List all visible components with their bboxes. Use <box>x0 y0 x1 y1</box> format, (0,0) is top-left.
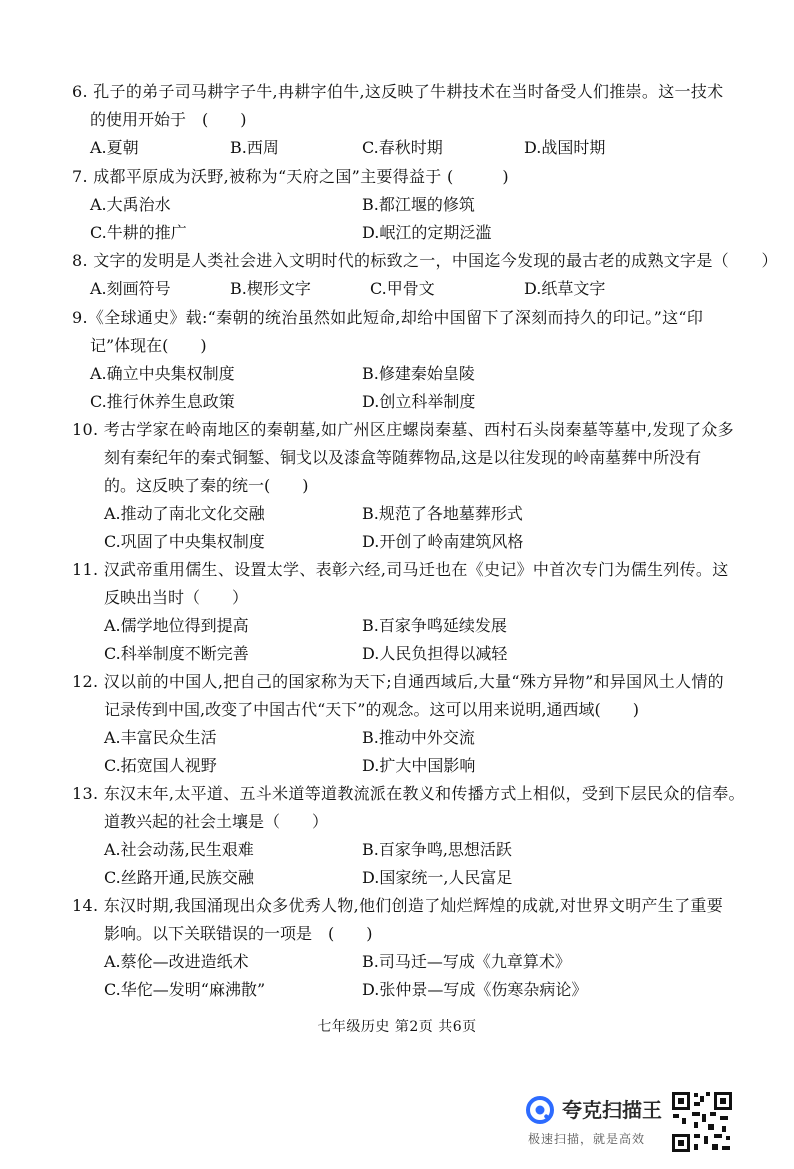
question-10-line-1: 10. 考古学家在岭南地区的秦朝墓,如广州区庄螺岗秦墓、西村石头岗秦墓等墓中,发现了众多 <box>72 420 734 439</box>
question-6-line-2: 的使用开始于 ( ) <box>90 110 247 129</box>
question-14-option-c: C.华佗—发明“麻沸散” <box>104 980 266 999</box>
question-6-line-1: 6. 孔子的弟子司马耕字子牛,冉耕字伯牛,这反映了牛耕技术在当时备受人们推崇。这一技术 <box>72 82 724 101</box>
question-14-option-a: A.蔡伦—改进造纸术 <box>104 952 249 971</box>
question-11-option-b: B.百家争鸣延续发展 <box>362 616 507 635</box>
question-9-line-2: 记”体现在( ) <box>90 336 207 355</box>
question-11-option-a: A.儒学地位得到提高 <box>104 616 249 635</box>
question-9-option-c: C.推行休养生息政策 <box>90 392 235 411</box>
question-10-option-c: C.巩固了中央集权制度 <box>104 532 265 551</box>
question-7-option-c: C.牛耕的推广 <box>90 223 187 242</box>
question-8-option-d: D.纸草文字 <box>524 279 606 298</box>
question-10-line-2: 刻有秦纪年的秦式铜錾、铜戈以及漆盒等随葬物品,这是以往发现的岭南墓葬中所没有 <box>104 448 702 467</box>
quark-logo-icon <box>526 1096 554 1124</box>
question-12-option-b: B.推动中外交流 <box>362 728 475 747</box>
question-11-line-1: 11. 汉武帝重用儒生、设置太学、表彰六经,司马迁也在《史记》中首次专门为儒生列传。这 <box>72 560 729 579</box>
question-12-option-d: D.扩大中国影响 <box>362 756 476 775</box>
question-8-option-a: A.刻画符号 <box>90 279 171 298</box>
question-8-line-1: 8. 文字的发明是人类社会进入文明时代的标致之一，中国迄今发现的最古老的成熟文字是（ ） <box>72 251 778 270</box>
question-6-option-d: D.战国时期 <box>524 138 606 157</box>
question-14-line-1: 14. 东汉时期,我国涌现出众多优秀人物,他们创造了灿烂辉煌的成就,对世界文明产生了重要 <box>72 896 723 915</box>
question-14-option-b: B.司马迁—写成《九章算术》 <box>362 952 571 971</box>
question-14-option-d: D.张仲景—写成《伤寒杂病论》 <box>362 980 588 999</box>
question-13-option-b: B.百家争鸣,思想活跃 <box>362 840 512 859</box>
question-11-line-2: 反映出当时（ ） <box>104 588 249 607</box>
question-12-option-a: A.丰富民众生活 <box>104 728 217 747</box>
question-9-option-d: D.创立科举制度 <box>362 392 476 411</box>
question-13-line-2: 道教兴起的社会土壤是（ ） <box>104 812 329 831</box>
question-7-option-d: D.岷江的定期泛滥 <box>362 223 492 242</box>
question-14-line-2: 影响。以下关联错误的一项是 ( ) <box>104 924 373 943</box>
question-7-option-b: B.都江堰的修筑 <box>362 195 475 214</box>
question-11-option-c: C.科举制度不断完善 <box>104 644 249 663</box>
question-10-line-3: 的。这反映了秦的统一( ) <box>104 476 309 495</box>
question-7-line-1: 7. 成都平原成为沃野,被称为“天府之国”主要得益于 ( ) <box>72 167 509 186</box>
question-9-option-a: A.确立中央集权制度 <box>90 364 235 383</box>
page-footer: 七年级历史 第2页 共6页 <box>317 1019 477 1035</box>
scanner-brand-name: 夸克扫描王 <box>562 1098 662 1122</box>
scanner-slogan: 极速扫描，就是高效 <box>528 1132 646 1146</box>
question-6-option-b: B.西周 <box>230 138 279 157</box>
question-10-option-a: A.推动了南北文化交融 <box>104 504 265 523</box>
question-11-option-d: D.人民负担得以减轻 <box>362 644 508 663</box>
question-10-option-d: D.开创了岭南建筑风格 <box>362 532 524 551</box>
question-12-line-1: 12. 汉以前的中国人,把自己的国家称为天下;自通西域后,大量“殊方异物”和异国风土人情的 <box>72 672 724 691</box>
question-8-option-b: B.楔形文字 <box>230 279 311 298</box>
question-6-option-a: A.夏朝 <box>90 138 139 157</box>
scanner-watermark <box>526 1092 666 1152</box>
question-7-option-a: A.大禹治水 <box>90 195 171 214</box>
question-9-option-b: B.修建秦始皇陵 <box>362 364 475 383</box>
question-12-option-c: C.拓宽国人视野 <box>104 756 217 775</box>
question-13-option-c: C.丝路开通,民族交融 <box>104 868 254 887</box>
question-12-line-2: 记录传到中国,改变了中国古代“天下”的观念。这可以用来说明,通西域( ) <box>104 700 640 719</box>
question-6-option-c: C.春秋时期 <box>362 138 443 157</box>
question-13-line-1: 13. 东汉末年,太平道、五斗米道等道教流派在教义和传播方式上相似，受到下层民众的信奉。 <box>72 784 745 803</box>
question-9-line-1: 9.《全球通史》载:“秦朝的统治虽然如此短命,却给中国留下了深刻而持久的印记。”这“印 <box>72 308 704 327</box>
qr-code-icon <box>670 1090 734 1154</box>
question-8-option-c: C.甲骨文 <box>370 279 435 298</box>
question-13-option-d: D.国家统一,人民富足 <box>362 868 513 887</box>
question-13-option-a: A.社会动荡,民生艰难 <box>104 840 254 859</box>
question-10-option-b: B.规范了各地墓葬形式 <box>362 504 523 523</box>
